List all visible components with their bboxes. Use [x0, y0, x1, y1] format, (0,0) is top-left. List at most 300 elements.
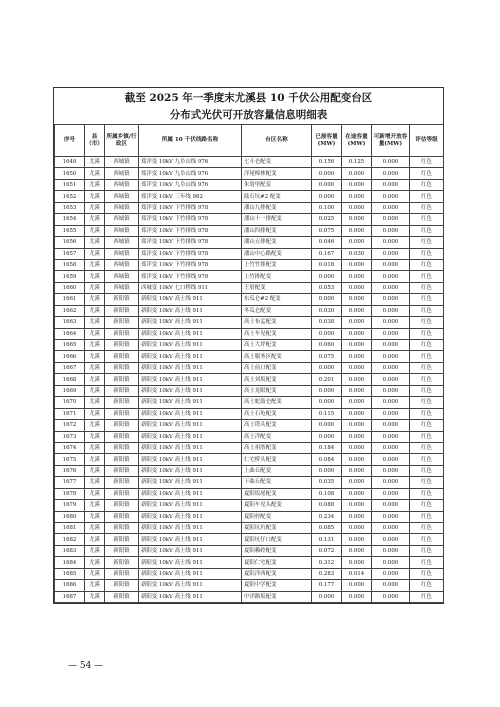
- table-cell: 红色: [410, 362, 444, 373]
- table-title: [54, 88, 443, 124]
- table-cell: 新阳变 10kV 高士线 911: [139, 328, 242, 339]
- table-cell: 西城变 10kV 七口桥线 911: [139, 282, 242, 293]
- table-row: [55, 557, 444, 568]
- table-cell: 陆石坑#2 配变: [242, 191, 312, 202]
- table-cell: 尤溪: [85, 545, 105, 556]
- table-cell: 0.000: [342, 477, 372, 488]
- table-cell: 上竹竹排配变: [242, 259, 312, 270]
- table-cell: 1685: [55, 568, 85, 579]
- table-cell: 红色: [410, 500, 444, 511]
- table-cell: 郑洋变 10kV 下竹排线 978: [139, 248, 242, 259]
- table-cell: 夏阳坑仔口配变: [242, 534, 312, 545]
- table-cell: 尤溪: [85, 214, 105, 225]
- table-cell: 0.000: [372, 202, 410, 213]
- table-cell: 朱厝里配变: [242, 179, 312, 190]
- table-cell: 0.201: [312, 374, 342, 385]
- table-cell: 0.000: [372, 534, 410, 545]
- table-cell: 0.000: [342, 557, 372, 568]
- table-cell: 0.000: [372, 191, 410, 202]
- table-cell: 0.000: [312, 420, 342, 431]
- table-cell: 0.072: [312, 545, 342, 556]
- table-cell: 1652: [55, 191, 85, 202]
- table-cell: 潘山四排配变: [242, 225, 312, 236]
- table-cell: 0.075: [312, 351, 342, 362]
- table-cell: 新阳镇: [105, 351, 139, 362]
- table-cell: 红色: [410, 523, 444, 534]
- table-cell: 0.000: [342, 191, 372, 202]
- table-cell: 红色: [410, 157, 444, 168]
- table-cell: 红色: [410, 259, 444, 270]
- table-cell: 0.000: [372, 591, 410, 602]
- table-cell: 0.156: [312, 157, 342, 168]
- table-cell: 1650: [55, 168, 85, 179]
- table-cell: 0.000: [372, 317, 410, 328]
- table-cell: 1679: [55, 500, 85, 511]
- table-cell: 红色: [410, 294, 444, 305]
- table-row: [55, 202, 444, 213]
- table-cell: 1680: [55, 511, 85, 522]
- table-cell: 0.000: [372, 351, 410, 362]
- table-cell: 新阳镇: [105, 431, 139, 442]
- table-cell: 新阳变 10kV 高士线 911: [139, 591, 242, 602]
- table-row: [55, 248, 444, 259]
- table-cell: 1675: [55, 454, 85, 465]
- table-row: [55, 351, 444, 362]
- table-cell: 尤溪: [85, 477, 105, 488]
- table-cell: 尤溪: [85, 557, 105, 568]
- table-cell: 尤溪: [85, 534, 105, 545]
- table-cell: 高士蛇鼓仑配变: [242, 397, 312, 408]
- table-cell: 尤溪: [85, 168, 105, 179]
- table-cell: 尤溪: [85, 225, 105, 236]
- table-cell: 1674: [55, 442, 85, 453]
- table-cell: 新阳镇: [105, 317, 139, 328]
- table-cell: 1686: [55, 580, 85, 591]
- table-cell: 尤溪: [85, 420, 105, 431]
- table-row: [55, 259, 444, 270]
- table-cell: 尤溪: [85, 500, 105, 511]
- table-cell: 西城镇: [105, 271, 139, 282]
- table-cell: 红色: [410, 580, 444, 591]
- table-cell: 1658: [55, 259, 85, 270]
- table-cell: 红色: [410, 420, 444, 431]
- table-cell: 1677: [55, 477, 85, 488]
- table-cell: 红色: [410, 534, 444, 545]
- table-cell: 新阳镇: [105, 328, 139, 339]
- table-cell: 高士龙眼配变: [242, 385, 312, 396]
- table-cell: 尤溪: [85, 282, 105, 293]
- table-cell: 新阳镇: [105, 374, 139, 385]
- table-cell: 1678: [55, 488, 85, 499]
- table-row: [55, 191, 444, 202]
- table-cell: 尤溪: [85, 511, 105, 522]
- table-cell: 0.000: [372, 488, 410, 499]
- table-cell: 0.000: [342, 397, 372, 408]
- table-cell: 潘山九排配变: [242, 202, 312, 213]
- table-cell: 0.000: [342, 465, 372, 476]
- table-cell: 0.000: [312, 431, 342, 442]
- table-cell: 1651: [55, 179, 85, 190]
- table-cell: 尤溪: [85, 465, 105, 476]
- table-cell: 0.000: [342, 420, 372, 431]
- table-cell: 0.000: [342, 591, 372, 602]
- table-cell: 红色: [410, 385, 444, 396]
- header-row: [55, 125, 444, 157]
- table-cell: 0.000: [372, 248, 410, 259]
- table-cell: 西城镇: [105, 282, 139, 293]
- table-cell: 郑洋变 10kV 下竹排线 978: [139, 237, 242, 248]
- table-cell: 0.000: [372, 374, 410, 385]
- table-cell: 0.000: [372, 568, 410, 579]
- table-cell: 1682: [55, 534, 85, 545]
- column-header: 台区名称: [242, 125, 312, 157]
- table-cell: 新阳变 10kV 高士线 911: [139, 431, 242, 442]
- table-cell: 新阳镇: [105, 362, 139, 373]
- column-header: 所属 10 千伏线路名称: [139, 125, 242, 157]
- table-cell: 0.000: [342, 237, 372, 248]
- table-cell: 西城镇: [105, 248, 139, 259]
- table-cell: 1671: [55, 408, 85, 419]
- table-cell: 尤溪: [85, 191, 105, 202]
- table-cell: 高士大坪配变: [242, 340, 312, 351]
- table-row: [55, 397, 444, 408]
- table-cell: 0.000: [342, 488, 372, 499]
- table-row: [55, 317, 444, 328]
- table-cell: 高士刘坂配变: [242, 374, 312, 385]
- table-cell: 0.000: [312, 328, 342, 339]
- table-cell: 0.000: [342, 259, 372, 270]
- table-cell: 新阳变 10kV 高士线 911: [139, 568, 242, 579]
- table-cell: 0.000: [342, 168, 372, 179]
- table-cell: 红色: [410, 488, 444, 499]
- table-cell: 新阳变 10kV 高士线 911: [139, 523, 242, 534]
- table-cell: 1655: [55, 225, 85, 236]
- table-frame: [53, 87, 444, 604]
- table-cell: 西城镇: [105, 259, 139, 270]
- column-header: 评估等级: [410, 125, 444, 157]
- table-row: [55, 534, 444, 545]
- table-cell: 1667: [55, 362, 85, 373]
- table-cell: 0.000: [342, 305, 372, 316]
- table-row: [55, 374, 444, 385]
- table-cell: 0.000: [372, 282, 410, 293]
- table-cell: 新阳变 10kV 高士线 911: [139, 488, 242, 499]
- table-cell: 0.000: [372, 557, 410, 568]
- table-cell: 0.084: [312, 454, 342, 465]
- table-cell: 0.108: [312, 488, 342, 499]
- table-cell: 0.000: [312, 179, 342, 190]
- table-cell: 0.000: [372, 237, 410, 248]
- table-cell: 0.177: [312, 580, 342, 591]
- table-cell: 0.014: [342, 568, 372, 579]
- table-cell: 0.000: [342, 362, 372, 373]
- table-row: [55, 523, 444, 534]
- table-cell: 新阳变 10kV 高士线 911: [139, 465, 242, 476]
- table-cell: 0.053: [312, 282, 342, 293]
- table-cell: 新阳镇: [105, 294, 139, 305]
- table-cell: 西城镇: [105, 168, 139, 179]
- table-cell: 夏阳坂尾配变: [242, 488, 312, 499]
- table-row: [55, 271, 444, 282]
- table-cell: 0.000: [372, 294, 410, 305]
- table-row: [55, 408, 444, 419]
- table-cell: 0.000: [372, 442, 410, 453]
- table-cell: 0.000: [312, 271, 342, 282]
- table-cell: 新阳镇: [105, 397, 139, 408]
- table-cell: 0.075: [312, 225, 342, 236]
- table-row: [55, 545, 444, 556]
- table-cell: 1670: [55, 397, 85, 408]
- table-cell: 1654: [55, 214, 85, 225]
- table-cell: 0.000: [372, 179, 410, 190]
- table-row: [55, 214, 444, 225]
- table-cell: 西城镇: [105, 225, 139, 236]
- table-cell: 0.000: [342, 385, 372, 396]
- table-cell: 新阳变 10kV 高士线 911: [139, 557, 242, 568]
- table-cell: 0.000: [372, 465, 410, 476]
- table-cell: 0.000: [372, 580, 410, 591]
- table-cell: 高士祖厝配变: [242, 442, 312, 453]
- table-cell: 1661: [55, 294, 85, 305]
- page-number: — 54 —: [68, 661, 104, 671]
- table-row: [55, 225, 444, 236]
- table-cell: 1683: [55, 545, 85, 556]
- table-cell: 0.000: [372, 214, 410, 225]
- table-cell: 0.000: [372, 157, 410, 168]
- table-cell: 尤溪: [85, 157, 105, 168]
- table-cell: 0.000: [372, 397, 410, 408]
- table-cell: 新阳镇: [105, 385, 139, 396]
- table-cell: 0.000: [342, 317, 372, 328]
- table-cell: 0.115: [312, 408, 342, 419]
- table-cell: 红色: [410, 408, 444, 419]
- table-cell: 0.000: [312, 397, 342, 408]
- table-cell: 郑洋变 10kV 下竹排线 978: [139, 271, 242, 282]
- table-cell: 高士洋配变: [242, 431, 312, 442]
- table-body: [55, 157, 444, 603]
- table-cell: 尤溪: [85, 248, 105, 259]
- table-cell: 0.000: [312, 191, 342, 202]
- table-cell: 高士石龟配变: [242, 408, 312, 419]
- table-cell: 红色: [410, 397, 444, 408]
- table-cell: 1681: [55, 523, 85, 534]
- table-cell: 0.030: [312, 305, 342, 316]
- table-cell: 红色: [410, 179, 444, 190]
- table-cell: 新阳变 10kV 高士线 911: [139, 534, 242, 545]
- table-cell: 0.035: [312, 477, 342, 488]
- table-cell: 红色: [410, 237, 444, 248]
- table-cell: 0.000: [312, 385, 342, 396]
- table-cell: 0.000: [342, 374, 372, 385]
- table-cell: 红色: [410, 477, 444, 488]
- table-cell: 尤溪: [85, 591, 105, 602]
- table-cell: 上曲丘配变: [242, 465, 312, 476]
- table-cell: 0.000: [342, 545, 372, 556]
- table-cell: 中洋路坂配变: [242, 591, 312, 602]
- table-cell: 西城镇: [105, 157, 139, 168]
- table-cell: 0.000: [342, 511, 372, 522]
- title-line-2: 分布式光伏可开放容量信息明细表: [169, 109, 328, 121]
- table-cell: 上竹排配变: [242, 271, 312, 282]
- table-cell: 尤溪: [85, 523, 105, 534]
- table-cell: 新阳镇: [105, 557, 139, 568]
- table-cell: 红色: [410, 431, 444, 442]
- table-cell: 红色: [410, 545, 444, 556]
- table-cell: 红色: [410, 465, 444, 476]
- table-cell: 0.025: [312, 214, 342, 225]
- table-cell: 高士服务区配变: [242, 351, 312, 362]
- table-cell: 0.088: [312, 500, 342, 511]
- table-cell: 0.000: [342, 294, 372, 305]
- column-header: 已接容量(MW): [312, 125, 342, 157]
- column-header: 在途容量(MW): [342, 125, 372, 157]
- table-cell: 红色: [410, 374, 444, 385]
- table-cell: 0.000: [372, 500, 410, 511]
- table-cell: 红色: [410, 351, 444, 362]
- table-cell: 夏阳仁宅配变: [242, 557, 312, 568]
- table-cell: 0.000: [372, 259, 410, 270]
- table-cell: 红色: [410, 248, 444, 259]
- table-cell: 仁宅桥头配变: [242, 454, 312, 465]
- table-cell: 西城镇: [105, 237, 139, 248]
- table-cell: 0.000: [312, 294, 342, 305]
- table-cell: 1664: [55, 328, 85, 339]
- table-cell: 0.184: [312, 442, 342, 453]
- table-cell: 0.000: [372, 523, 410, 534]
- table-cell: 0.060: [312, 340, 342, 351]
- table-cell: 红色: [410, 305, 444, 316]
- table-cell: 0.000: [372, 454, 410, 465]
- table-cell: 0.000: [342, 202, 372, 213]
- table-cell: 西城镇: [105, 179, 139, 190]
- table-row: [55, 477, 444, 488]
- table-cell: 新阳变 10kV 高士线 911: [139, 420, 242, 431]
- table-row: [55, 328, 444, 339]
- table-cell: 红色: [410, 202, 444, 213]
- table-cell: 郑洋变 10kV 下竹排线 978: [139, 225, 242, 236]
- table-cell: 0.000: [342, 351, 372, 362]
- table-cell: 红色: [410, 511, 444, 522]
- table-row: [55, 305, 444, 316]
- table-cell: 尤溪: [85, 568, 105, 579]
- table-cell: 夏阳赖硿配变: [242, 545, 312, 556]
- table-cell: 红色: [410, 557, 444, 568]
- table-cell: 红色: [410, 591, 444, 602]
- capacity-table: [54, 124, 444, 603]
- table-row: [55, 420, 444, 431]
- table-cell: 0.000: [372, 408, 410, 419]
- table-cell: 尤溪: [85, 362, 105, 373]
- table-cell: 0.000: [342, 534, 372, 545]
- table-cell: 新阳镇: [105, 408, 139, 419]
- table-cell: 东瓜仑#2 配变: [242, 294, 312, 305]
- table-cell: 新阳镇: [105, 477, 139, 488]
- table-cell: 七斗仑配变: [242, 157, 312, 168]
- table-cell: 夏阳坑坑配变: [242, 523, 312, 534]
- table-cell: 新阳镇: [105, 442, 139, 453]
- table-cell: 0.000: [372, 362, 410, 373]
- table-cell: 尤溪: [85, 305, 105, 316]
- table-cell: 1687: [55, 591, 85, 602]
- table-cell: 潘山五排配变: [242, 237, 312, 248]
- table-cell: 1684: [55, 557, 85, 568]
- table-cell: 新阳镇: [105, 511, 139, 522]
- table-cell: 0.000: [342, 179, 372, 190]
- table-cell: 0.000: [372, 305, 410, 316]
- table-row: [55, 157, 444, 168]
- column-header: 所属乡镇/行政区: [105, 125, 139, 157]
- table-cell: 0.000: [342, 408, 372, 419]
- table-cell: 新阳镇: [105, 523, 139, 534]
- table-cell: 新阳变 10kV 高士线 911: [139, 580, 242, 591]
- table-cell: 0.000: [342, 442, 372, 453]
- table-cell: 0.000: [342, 328, 372, 339]
- table-cell: 1653: [55, 202, 85, 213]
- table-cell: 0.018: [312, 259, 342, 270]
- table-cell: 尤溪: [85, 442, 105, 453]
- table-cell: 高士车见配变: [242, 328, 312, 339]
- table-cell: 0.000: [372, 328, 410, 339]
- table-cell: 1668: [55, 374, 85, 385]
- table-cell: 0.000: [342, 523, 372, 534]
- table-cell: 1656: [55, 237, 85, 248]
- table-cell: 1662: [55, 305, 85, 316]
- table-cell: 0.100: [312, 202, 342, 213]
- table-cell: 郑洋变 10kV 三年线 982: [139, 191, 242, 202]
- table-cell: 0.125: [342, 157, 372, 168]
- table-cell: 王厝配变: [242, 282, 312, 293]
- table-cell: 尤溪: [85, 294, 105, 305]
- table-cell: 新阳镇: [105, 591, 139, 602]
- table-cell: 新阳变 10kV 高士线 911: [139, 397, 242, 408]
- title-line-1: 截至 2025 年一季度末尤溪县 10 千伏公用配变台区: [124, 92, 373, 104]
- table-cell: 红色: [410, 271, 444, 282]
- column-header: 序号: [55, 125, 85, 157]
- table-cell: 红色: [410, 568, 444, 579]
- table-cell: 0.000: [372, 168, 410, 179]
- table-cell: 1665: [55, 340, 85, 351]
- table-cell: 新阳镇: [105, 305, 139, 316]
- table-cell: 尤溪: [85, 317, 105, 328]
- table-cell: 新阳变 10kV 高士线 911: [139, 385, 242, 396]
- table-cell: 1672: [55, 420, 85, 431]
- table-cell: 西城镇: [105, 214, 139, 225]
- table-cell: 潘山中心路配变: [242, 248, 312, 259]
- table-row: [55, 591, 444, 602]
- table-cell: 红色: [410, 454, 444, 465]
- table-cell: 新阳变 10kV 高士线 911: [139, 374, 242, 385]
- table-cell: 红色: [410, 317, 444, 328]
- table-row: [55, 179, 444, 190]
- table-cell: 红色: [410, 214, 444, 225]
- table-cell: 尤溪: [85, 385, 105, 396]
- table-cell: 0.000: [312, 362, 342, 373]
- table-cell: 红色: [410, 340, 444, 351]
- table-cell: 0.167: [312, 248, 342, 259]
- table-cell: 郑洋变 10kV 下竹排线 978: [139, 259, 242, 270]
- table-cell: 1669: [55, 385, 85, 396]
- table-cell: 夏阳车见头配变: [242, 500, 312, 511]
- table-cell: 新阳镇: [105, 420, 139, 431]
- table-cell: 0.283: [312, 568, 342, 579]
- table-cell: 新阳镇: [105, 545, 139, 556]
- table-cell: 1676: [55, 465, 85, 476]
- table-cell: 新阳镇: [105, 500, 139, 511]
- table-cell: 高士前口配变: [242, 362, 312, 373]
- table-row: [55, 488, 444, 499]
- table-cell: 新阳变 10kV 高士线 911: [139, 408, 242, 419]
- table-row: [55, 500, 444, 511]
